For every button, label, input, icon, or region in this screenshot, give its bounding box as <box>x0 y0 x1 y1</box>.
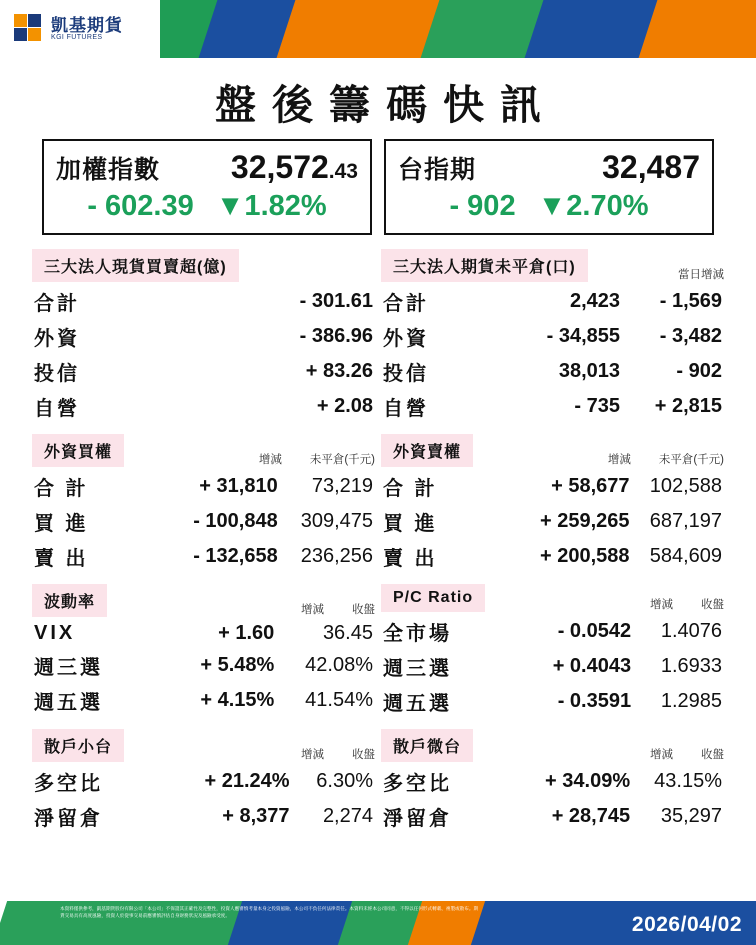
row-change: - 0.3591 <box>557 690 632 712</box>
row-value: 102,588 <box>649 475 722 497</box>
row-label: 週五選 <box>383 693 452 715</box>
row-value: + 2.08 <box>316 395 373 417</box>
section-title: 波動率 <box>32 584 107 617</box>
table-row <box>32 764 375 799</box>
report-date: 2026/04/02 <box>631 913 742 936</box>
row-label: 合計 <box>383 293 429 315</box>
row-label: 淨留倉 <box>383 808 452 830</box>
table-row <box>381 469 724 504</box>
table-row <box>32 284 375 319</box>
row-change: + 4.15% <box>200 689 275 711</box>
row-value: 73,219 <box>311 475 373 497</box>
row-change: + 1.60 <box>218 622 275 644</box>
row-label: 多空比 <box>383 773 452 795</box>
row-change: + 0.4043 <box>552 655 632 677</box>
row-label: 投信 <box>34 363 80 385</box>
table-row <box>381 764 724 799</box>
table-row <box>381 389 724 424</box>
column-header-change: 增減 <box>301 604 324 616</box>
table-row <box>381 649 724 684</box>
table-row <box>381 614 724 649</box>
row-label: 外資 <box>383 328 429 350</box>
column-header-close: 收盤 <box>701 749 724 761</box>
index-change: - 602.39 <box>87 190 194 222</box>
column-header-oi: 未平倉(千元) <box>658 454 724 466</box>
row-change: + 34.09% <box>545 770 631 792</box>
page-footer <box>0 901 756 945</box>
row-change: - 0.0542 <box>557 620 632 642</box>
index-card-futures <box>384 139 714 235</box>
table-row <box>32 504 375 539</box>
row-value: 41.54% <box>305 689 373 711</box>
row-label: 全市場 <box>383 623 452 645</box>
table-row <box>32 469 375 504</box>
row-value: + 83.26 <box>305 360 373 382</box>
column-header-close: 收盤 <box>352 604 375 616</box>
foreign-put-block <box>381 434 724 574</box>
header-color-bands <box>148 0 756 58</box>
column-header-change: 增減 <box>607 454 631 466</box>
row-change: - 1,569 <box>659 290 722 312</box>
row-label: 合計 <box>34 293 80 315</box>
row-label: 合 計 <box>34 478 89 500</box>
volatility-section <box>0 584 756 719</box>
row-value: 687,197 <box>649 510 722 532</box>
row-label: 投信 <box>383 363 429 385</box>
brand-name-en: KGI FUTURES <box>51 34 103 42</box>
table-row <box>32 799 375 834</box>
row-change: - 100,848 <box>193 510 278 532</box>
row-label: 賣 出 <box>383 548 438 570</box>
retail-mini-block <box>32 729 375 834</box>
table-row <box>381 504 724 539</box>
table-row <box>381 539 724 574</box>
index-percent: ▼2.70% <box>537 190 649 222</box>
index-card-taiex <box>42 139 372 235</box>
foreign-call-block <box>32 434 375 574</box>
volatility-block <box>32 584 375 719</box>
row-label: 買 進 <box>34 513 89 535</box>
row-value: 1.4076 <box>660 620 722 642</box>
column-header-change: 增減 <box>258 454 282 466</box>
row-label: 合 計 <box>383 478 438 500</box>
page-header <box>0 0 756 58</box>
table-row <box>32 539 375 574</box>
row-label: 自營 <box>34 398 80 420</box>
section-title: 三大法人期貨未平倉(口) <box>381 249 588 282</box>
row-label: 買 進 <box>383 513 438 535</box>
row-label: 淨留倉 <box>34 808 103 830</box>
row-value: 42.08% <box>305 654 373 676</box>
row-value: 36.45 <box>322 622 373 644</box>
index-percent: ▼1.82% <box>215 190 327 222</box>
row-value: - 301.61 <box>299 290 373 312</box>
index-value-int: 32,487 <box>602 149 700 185</box>
index-name: 加權指數 <box>56 156 161 184</box>
row-label: 自營 <box>383 398 429 420</box>
row-change: - 902 <box>676 360 722 382</box>
row-label: 週五選 <box>34 692 103 714</box>
retail-micro-block <box>381 729 724 834</box>
pc-ratio-block <box>381 584 724 719</box>
row-label: 外資 <box>34 328 80 350</box>
row-change: + 8,377 <box>222 805 290 827</box>
row-change: + 28,745 <box>551 805 631 827</box>
retail-section <box>0 729 756 834</box>
row-value: - 34,855 <box>546 325 621 347</box>
row-value: - 735 <box>574 395 621 417</box>
row-change: - 132,658 <box>193 545 278 567</box>
row-change: + 259,265 <box>540 510 630 532</box>
institution-futures-block <box>381 249 724 424</box>
brand-name-cn: 凱基期貨 <box>51 15 123 35</box>
row-change: + 5.48% <box>200 654 275 676</box>
index-value-int: 32,572 <box>230 149 329 185</box>
column-header-change: 增減 <box>301 749 324 761</box>
foreign-options-section <box>0 434 756 574</box>
logo-squares-icon <box>14 14 44 44</box>
table-row <box>381 354 724 389</box>
row-value: 43.15% <box>654 770 722 792</box>
row-change: + 21.24% <box>204 770 290 792</box>
page-title: 盤後籌碼快訊 <box>215 82 557 128</box>
section-title: 散戶微台 <box>381 729 473 762</box>
column-header-close: 收盤 <box>701 599 724 611</box>
index-name: 台指期 <box>398 156 477 184</box>
row-value: 309,475 <box>300 510 373 532</box>
row-value: 1.2985 <box>660 690 722 712</box>
section-title: 散戶小台 <box>32 729 124 762</box>
section-title: P/C Ratio <box>381 584 485 612</box>
institution-spot-block <box>32 249 375 424</box>
table-row <box>381 319 724 354</box>
column-header-close: 收盤 <box>352 749 375 761</box>
row-change: + 200,588 <box>540 545 630 567</box>
brand-logo <box>0 0 160 58</box>
table-row <box>381 684 724 719</box>
row-value: 1.6933 <box>660 655 722 677</box>
row-change: + 31,810 <box>199 475 278 497</box>
row-change: + 2,815 <box>654 395 722 417</box>
section-title: 外資買權 <box>32 434 124 467</box>
section-title: 外資賣權 <box>381 434 473 467</box>
row-change: - 3,482 <box>659 325 722 347</box>
table-row <box>32 683 375 718</box>
row-value: 2,423 <box>569 290 621 312</box>
index-value-dec: .43 <box>328 160 358 183</box>
table-row <box>381 799 724 834</box>
table-row <box>32 354 375 389</box>
row-label: 週三選 <box>34 657 103 679</box>
row-value: 35,297 <box>660 805 722 827</box>
row-value: 2,274 <box>322 805 373 827</box>
row-value: 38,013 <box>558 360 621 382</box>
table-row <box>32 389 375 424</box>
row-value: - 386.96 <box>299 325 373 347</box>
row-value: 236,256 <box>300 545 373 567</box>
row-label: 賣 出 <box>34 548 89 570</box>
column-header-change: 當日增減 <box>678 269 724 281</box>
institution-section <box>0 249 756 424</box>
table-row <box>32 319 375 354</box>
column-header-oi: 未平倉(千元) <box>309 454 375 466</box>
row-value: 584,609 <box>649 545 722 567</box>
disclaimer-text: 本資料僅供參考，凱基期貨股份有限公司「本公司」不保證其正確性及完整性，投資人應審慎考量本身之投資風險，本公司不負任何法律責任。本資料未經本公司同意，不得以任何形式轉載、複製或散布。期貨交易具有高度風險，投資人於從事交易前應審慎評估自身財務狀況及風險承受度。 <box>60 906 479 918</box>
row-value: 6.30% <box>316 770 373 792</box>
section-title: 三大法人現貨買賣超(億) <box>32 249 239 282</box>
column-header-change: 增減 <box>650 749 673 761</box>
index-change: - 902 <box>449 190 516 222</box>
table-row <box>381 284 724 319</box>
row-label: 多空比 <box>34 773 103 795</box>
row-label: VIX <box>34 622 76 644</box>
index-summary <box>0 139 756 235</box>
column-header-change: 增減 <box>650 599 673 611</box>
row-change: + 58,677 <box>551 475 630 497</box>
row-label: 週三選 <box>383 658 452 680</box>
table-row <box>32 619 375 648</box>
table-row <box>32 648 375 683</box>
